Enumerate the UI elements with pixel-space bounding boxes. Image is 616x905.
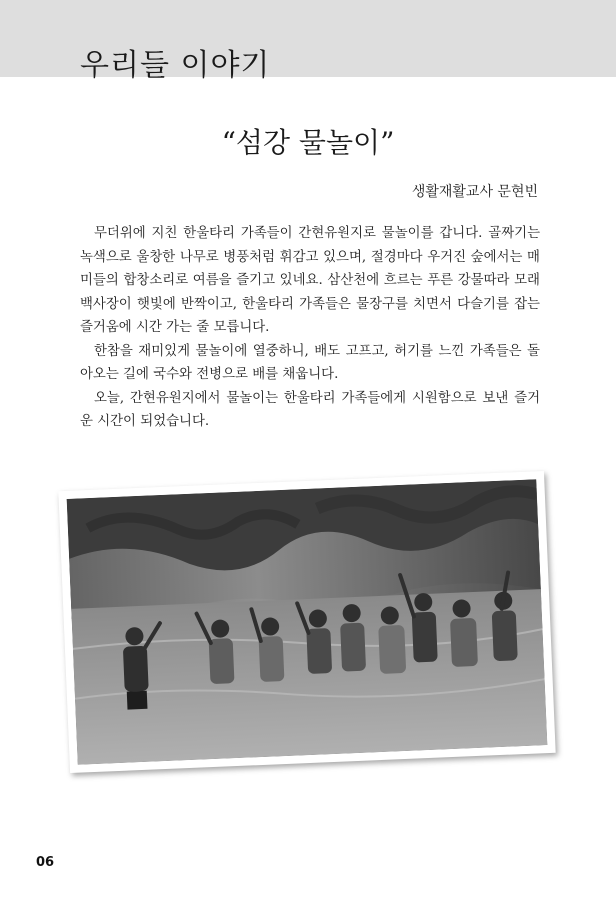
page-number: 06 [36, 855, 55, 870]
photo-frame [58, 471, 555, 773]
paragraph: 오늘, 간현유원지에서 물놀이는 한울타리 가족들에게 시원함으로 보낸 즐거운 시간이 되었습니다. [80, 390, 540, 429]
article-body [80, 222, 540, 434]
paragraph: 무더위에 지친 한울타리 가족들이 간현유원지로 물놀이를 갑니다. 골짜기는 녹색으로 울창한 나무로 병풍처럼 휘감고 있으며, 절경마다 우거진 숲에서는 매미들의 합창소리로 여름을 즐기고 있네요. 삼산천에 흐르는 푸른 강물따라 모래백사장이 햇빛에 반짝이고, 한울타리 가족들은 물장구를 치면서 다슬기를 잡는 즐거움에 시간 가는 줄 모릅니다. [80, 226, 540, 335]
paragraph: 한참을 재미있게 물놀이에 열중하니, 배도 고프고, 허기를 느낀 가족들은 돌아오는 길에 국수와 전병으로 배를 채웁니다. [80, 343, 540, 382]
section-title: 우리들 이야기 [80, 48, 271, 83]
article-title: “섬강 물놀이” [221, 126, 395, 159]
article-byline: 생활재활교사 문현빈 [411, 184, 538, 200]
group-in-river-photo [67, 479, 548, 764]
